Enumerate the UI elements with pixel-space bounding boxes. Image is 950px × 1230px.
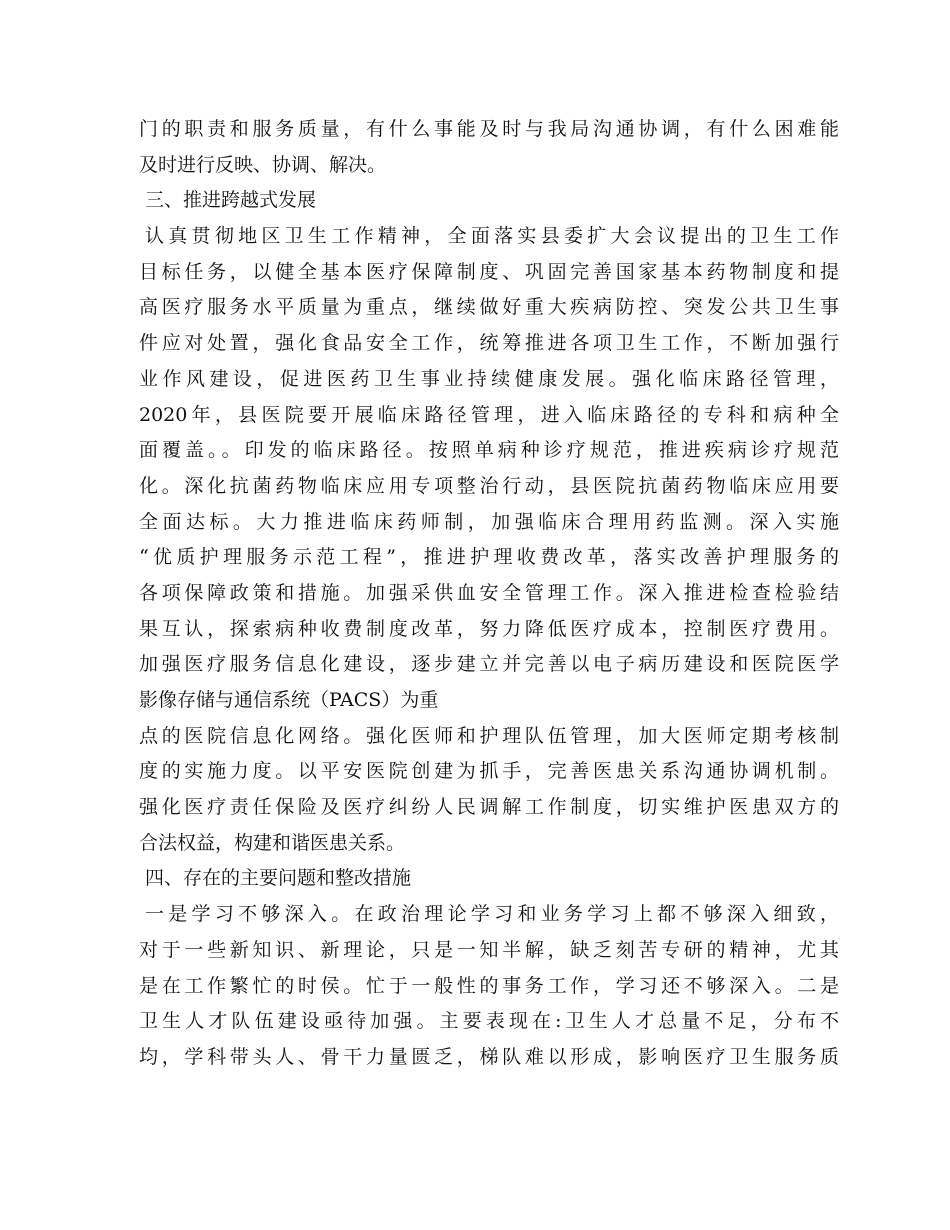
text-line: 度的实施力度。以平安医院创建为抓手，完善医患关系沟通协调机制。 [139, 760, 839, 783]
text-line: 业作风建设，促进医药卫生事业持续健康发展。强化临床路径管理， [139, 367, 839, 390]
text-line: 化。深化抗菌药物临床应用专项整治行动，县医院抗菌药物临床应用要 [139, 474, 839, 497]
text-line: 2020年，县医院要开展临床路径管理，进入临床路径的专科和病种全 [139, 403, 839, 426]
text-line: 加强医疗服务信息化建设，逐步建立并完善以电子病历建设和医院医学 [139, 653, 839, 676]
text-line: 各项保障政策和措施。加强采供血安全管理工作。深入推进检查检验结 [139, 581, 839, 604]
text-line: 合法权益，构建和谐医患关系。 [139, 831, 406, 854]
section-heading: 四、存在的主要问题和整改措施 [145, 867, 412, 890]
text-line: 一是学习不够深入。在政治理论学习和业务学习上都不够深入细致， [145, 903, 839, 926]
text-line: 门的职责和服务质量，有什么事能及时与我局沟通协调，有什么困难能 [139, 118, 839, 140]
text-line: 卫生人才队伍建设亟待加强。主要表现在:卫生人才总量不足，分布不 [139, 1010, 839, 1033]
text-line: 高医疗服务水平质量为重点，继续做好重大疾病防控、突发公共卫生事 [139, 296, 839, 319]
text-line: 是在工作繁忙的时侯。忙于一般性的事务工作，学习还不够深入。二是 [139, 974, 839, 997]
text-line: 面覆盖。。印发的临床路径。按照单病种诊疗规范，推进疾病诊疗规范 [139, 439, 839, 462]
text-line: 点的医院信息化网络。强化医师和护理队伍管理，加大医师定期考核制 [139, 724, 839, 747]
text-line: 及时进行反映、协调、解决。 [139, 153, 387, 176]
text-line: 目标任务，以健全基本医疗保障制度、巩固完善国家基本药物制度和提 [139, 260, 839, 283]
section-heading: 三、推进跨越式发展 [145, 189, 317, 212]
text-line: 对于一些新知识、新理论，只是一知半解，缺乏刻苦专研的精神，尤其 [139, 938, 839, 961]
text-line: 强化医疗责任保险及医疗纠纷人民调解工作制度，切实维护医患双方的 [139, 796, 839, 819]
text-line: 件应对处置，强化食品安全工作，统筹推进各项卫生工作，不断加强行 [139, 332, 839, 355]
text-line: 影像存储与通信系统（PACS）为重 [139, 689, 439, 711]
text-line: 认真贯彻地区卫生工作精神，全面落实县委扩大会议提出的卫生工作 [145, 225, 839, 248]
text-line: 均，学科带头人、骨干力量匮乏，梯队难以形成，影响医疗卫生服务质 [139, 1045, 839, 1068]
text-line: “优质护理服务示范工程”，推进护理收费改革，落实改善护理服务的 [139, 546, 839, 569]
document-body [139, 112, 839, 1076]
text-line: 果互认，探索病种收费制度改革，努力降低医疗成本，控制医疗费用。 [139, 617, 839, 640]
text-line: 全面达标。大力推进临床药师制，加强临床合理用药监测。深入实施 [139, 510, 839, 533]
